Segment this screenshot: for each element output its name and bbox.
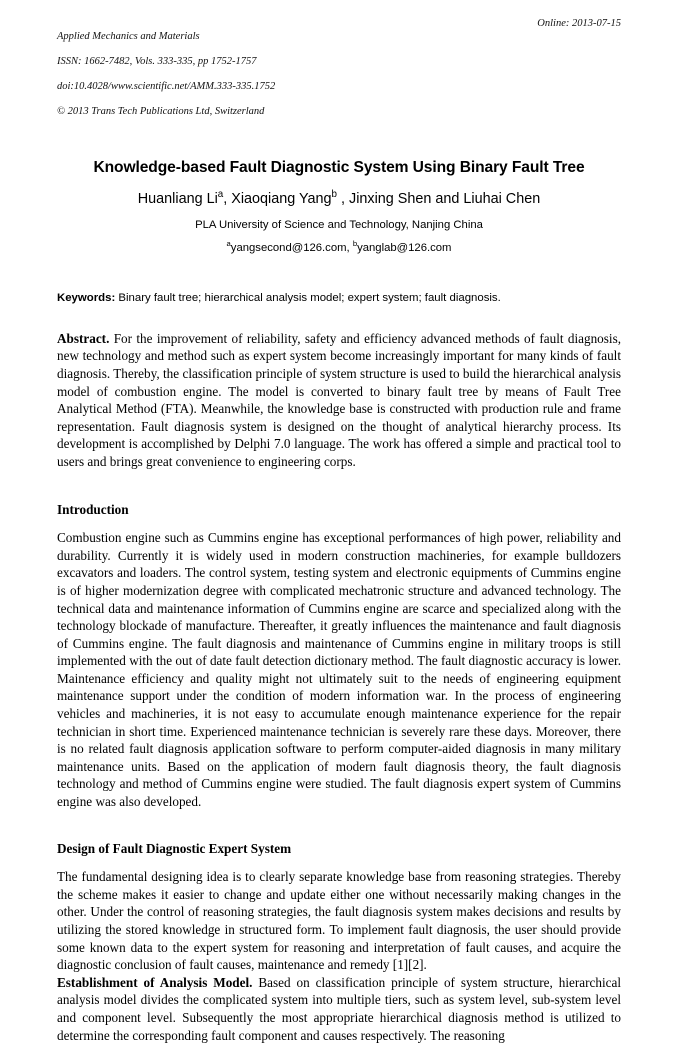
email-2: yanglab@126.com [357, 241, 452, 254]
section-heading-introduction: Introduction [57, 501, 129, 517]
author-1-name: Huanliang Li [137, 190, 218, 207]
keywords-line [57, 291, 621, 306]
journal-header-left [57, 18, 275, 131]
email-2-mark: b [352, 239, 358, 249]
subsection-label: Establishment of Analysis Model. [57, 974, 253, 990]
email-separator: , [346, 241, 353, 254]
affiliation: PLA University of Science and Technology, Nanjing China [195, 218, 483, 231]
keywords-label: Keywords: [57, 291, 116, 304]
author-list-tail: , Jinxing Shen and Liuhai Chen [337, 190, 541, 207]
section-body-design: The fundamental designing idea is to clearly separate knowledge base from reasoning strategies. Thereby the scheme makes it easier to change and update either one without necessarily making changes in the other. Under the control of reasoning strategies, the fault diagnosis system makes decisions and results by utilizing the stored knowledge in structured form. To implement fault diagnosis, the user should provide some known data to the expert system for reasoning and interpretation of fault causes, and acquire the diagnostic conclusion of fault causes, maintenance and remedy [1][2]. [57, 869, 621, 973]
journal-name: Applied Mechanics and Materials [57, 30, 200, 42]
author-2-name: Xiaoqiang Yang [231, 190, 332, 207]
section-heading-design: Design of Fault Diagnostic Expert System [57, 840, 292, 856]
author-1-affiliation-mark: a [217, 188, 224, 200]
email-1-mark: a [226, 239, 231, 249]
journal-issn-line: ISSN: 1662-7482, Vols. 333-335, pp 1752-1757 [57, 55, 257, 67]
subsection-establishment-of-analysis-model [57, 974, 621, 1044]
journal-header [57, 18, 621, 131]
author-emails [57, 240, 621, 256]
abstract-text: For the improvement of reliability, safety and efficiency advanced methods of fault diagnosis, new technology and method such as expert system become increasingly important for many kinds of fault diagnosis. Thereby, the classification principle of system structure is used to build the hierarchical analysis model of combustion engine. The model is converted to binary fault tree by means of Fault Tree Analytical Method (FTA). Meanwhile, the knowledge base is constructed with production rule and frame representation. Fault diagnosis system is designed on the thought of analytical hierarchy process. Its development is accomplished by Delphi 7.0 language. The work has offered a simple and practical tool to users and brings great convenience to engineering corps. [57, 330, 621, 469]
online-publication-date: Online: 2013-07-15 [537, 18, 621, 29]
journal-copyright-line: © 2013 Trans Tech Publications Ltd, Switzerland [57, 106, 265, 118]
subsection-text: Based on classification principle of system structure, hierarchical analysis model divides the complicated system into multiple tiers, such as system level, sub-system level and component level. Subsequently the most appropriate hierarchical diagnosis method is utilized to determine the corresponding fault component and causes respectively. The reasoning [57, 974, 621, 1043]
journal-doi-line: doi:10.4028/www.scientific.net/AMM.333-335.1752 [57, 80, 276, 92]
author-list [57, 189, 621, 209]
keywords-text: Binary fault tree; hierarchical analysis model; expert system; fault diagnosis. [115, 291, 501, 304]
author-separator: , [223, 190, 232, 207]
abstract-paragraph [57, 330, 621, 471]
paper-title: Knowledge-based Fault Diagnostic System Using Binary Fault Tree [93, 159, 585, 177]
email-1: yangsecond@126.com [230, 241, 347, 254]
section-body-introduction: Combustion engine such as Cummins engine has exceptional performances of high power, reliability and durability. Currently it is widely used in modern construction machineries, for example bulldozers excavators and loaders. The control system, testing system and electronic equipments of Cummins engine is of higher modernization degree with complicated mechatronic structure and advanced technology. The technical data and maintenance information of Cummins engine are scarce and specialized along with the technology blockade of manufacture. Thereafter, it greatly influences the maintenance and fault diagnosis of Cummins engine. The fault diagnosis and maintenance of Cummins engine in military troops is still implemented with the out of date fault detection dictionary method. The fault diagnostic accuracy is lower. Maintenance efficiency and quality might not ultimately suit to the needs of engineering equipment maintenance support under the condition of modern information war. In the process of engineering vehicles and machineries, it is not easy to accumulate enough maintenance experience for the repair technician in short time. Experienced maintenance technician is severely rare these days. Moreover, there is no related fault diagnosis application software to perform computer-aided diagnosis in many military maintenance units. Based on the application of modern fault diagnosis theory, the fault diagnosis technology and method of Cummins engine were studied. The fault diagnosis expert system of Cummins engine was also developed. [57, 530, 621, 810]
author-2-affiliation-mark: b [331, 188, 337, 200]
abstract-label: Abstract. [57, 330, 110, 346]
